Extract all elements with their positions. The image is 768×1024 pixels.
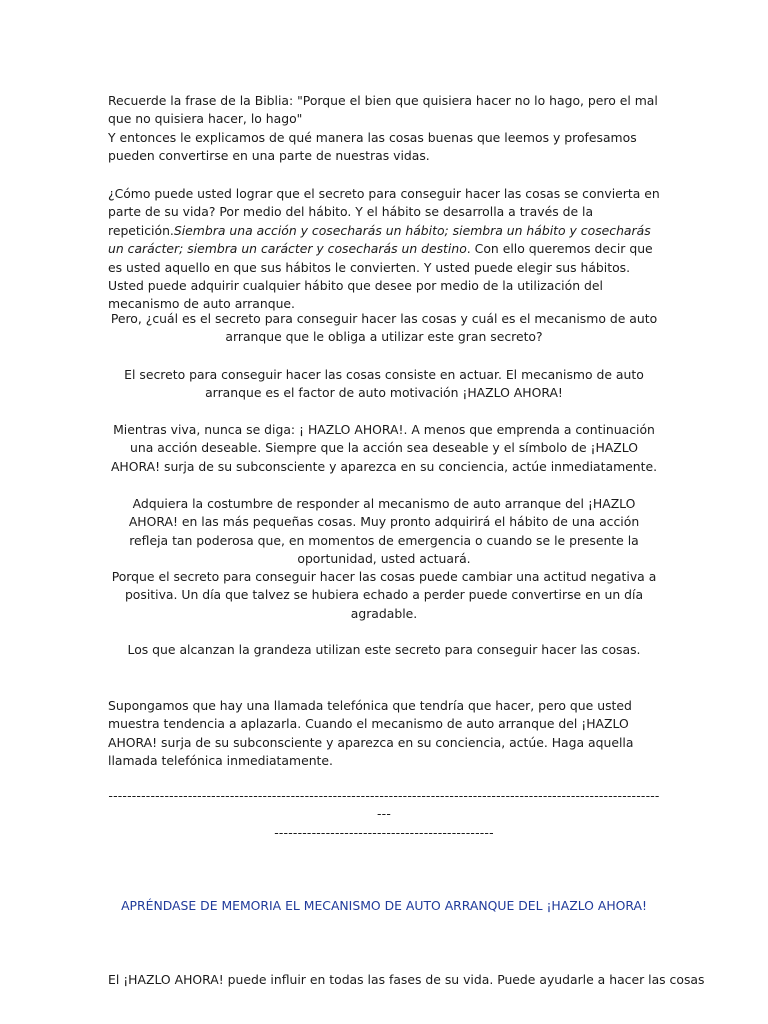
paragraph-secret-question: Pero, ¿cuál es el secreto para conseguir hacer las cosas y cuál es el mecanismo de auto arranque que le obliga a utilizar este gran secreto? <box>110 311 658 345</box>
paragraph-phone-call: Supongamos que hay una llamada telefónica que tendría que hacer, pero que usted muestra tendencia a aplazarla. Cuando el mecanismo de auto arranque del ¡HAZLO AHORA! surja de su subconsciente y aparezca en su conciencia, actúe. Haga aquella llamada telefónica inmediatamente. <box>108 698 634 769</box>
separator-line-1: ------------------------------------------------------------------------------------------------------------------------- <box>108 788 660 822</box>
paragraph-attitude: Porque el secreto para conseguir hacer las cosas puede cambiar una actitud negativa a positiva. Un día que talvez se hubiera echado a perder puede convertirse en un día agradable. <box>111 569 657 621</box>
paragraph-habit <box>108 185 660 314</box>
separator-line-2: ----------------------------------------------- <box>274 824 494 840</box>
paragraph-hazlo-ahora-phases: El ¡HAZLO AHORA! puede influir en todas las fases de su vida. Puede ayudarle a hacer las cosas <box>108 972 705 987</box>
section-heading: APRÉNDASE DE MEMORIA EL MECANISMO DE AUTO ARRANQUE DEL ¡HAZLO AHORA! <box>121 898 647 913</box>
bible-quote-text: Recuerde la frase de la Biblia: "Porque el bien que quisiera hacer no lo hago, pero el mal que no quisiera hacer, lo hago" <box>108 93 658 127</box>
paragraph-while-living: Mientras viva, nunca se diga: ¡ HAZLO AHORA!. A menos que emprenda a continuación una acción deseable. Siempre que la acción sea deseable y el símbolo de ¡HAZLO AHORA! surja de su subconsciente y aparezca en su conciencia, actúe inmediatamente. <box>110 422 658 474</box>
habit-text-start: ¿Cómo puede usted lograr que el secreto para conseguir hacer las cosas se convierta en parte de su vida? Por medio del hábito. Y el hábito se desarrolla a través de la repetición. <box>108 186 660 238</box>
paragraph-greatness: Los que alcanzan la grandeza utilizan este secreto para conseguir hacer las cosas. <box>127 642 641 657</box>
explanation-text: Y entonces le explicamos de qué manera las cosas buenas que leemos y profesamos pueden convertirse en una parte de nuestras vidas. <box>108 129 637 164</box>
habit-text-end: . Con ello queremos decir que es usted aquello en que sus hábitos le convierten. Y usted puede elegir sus hábitos. Usted puede adquirir cualquier hábito que desee por medio de la utilización del mecanismo de auto arranque. <box>108 241 653 312</box>
paragraph-custom: Adquiera la costumbre de responder al mecanismo de auto arranque del ¡HAZLO AHORA! en las más pequeñas cosas. Muy pronto adquirirá el hábito de una acción refleja tan poderosa que, en momentos de emergencia o cuando se le presente la oportunidad, usted actuará. <box>128 496 640 567</box>
paragraph-bible-quote <box>108 92 660 166</box>
separator-line <box>108 787 660 842</box>
habit-italic-quote: Siembra una acción y cosecharás un hábito; siembra un hábito y cosecharás un carácter; siembra un carácter y cosecharás un destino <box>108 222 651 257</box>
paragraph-secret-answer: El secreto para conseguir hacer las cosas consiste en actuar. El mecanismo de auto arranque es el factor de auto motivación ¡HAZLO AHORA! <box>124 367 644 401</box>
